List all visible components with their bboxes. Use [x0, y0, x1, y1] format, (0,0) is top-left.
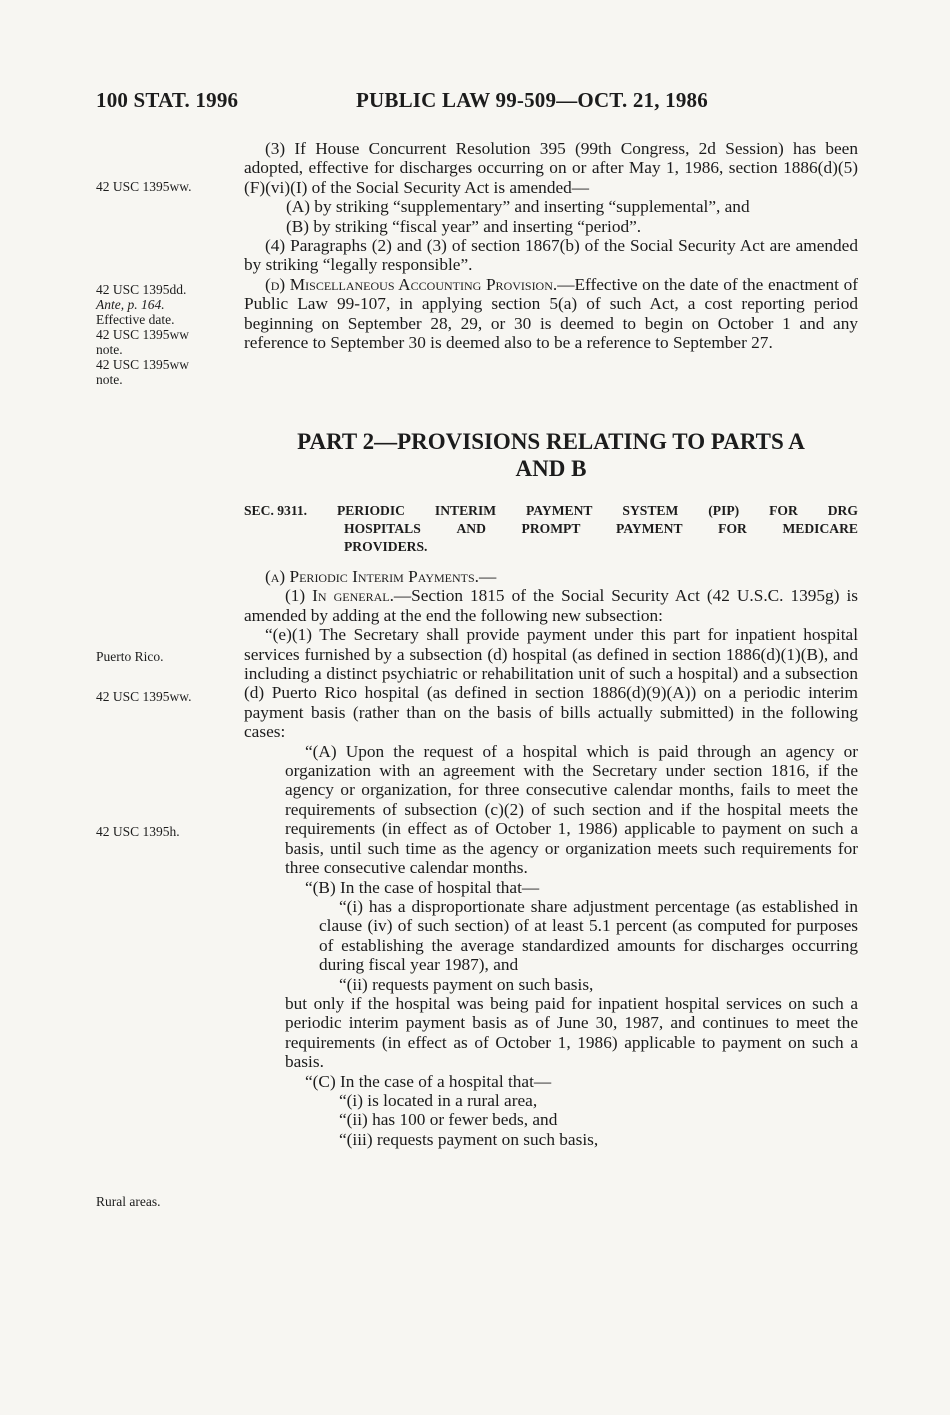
part-title: PART 2—PROVISIONS RELATING TO PARTS A AND B	[297, 429, 805, 481]
margin-note-ante: Ante, p. 164.	[96, 297, 165, 312]
page-header	[96, 88, 856, 116]
margin-note-usc: 42 USC 1395ww.	[96, 179, 192, 194]
paragraph: “(i) is located in a rural area,	[339, 1090, 538, 1110]
law-title-date: PUBLIC LAW 99-509—OCT. 21, 1986	[356, 88, 708, 112]
margin-note-usc: 42 USC 1395ww	[96, 357, 190, 372]
paragraph: (1) In general.—Section 1815 of the Social Security Act (42 U.S.C. 1395g) is amended by adding at the end the following new subsection:	[244, 586, 858, 625]
paragraph: “(B) In the case of hospital that—	[305, 877, 540, 897]
body-block-lower	[244, 567, 858, 1149]
margin-note-effective: Effective date.	[96, 312, 175, 327]
paragraph: “(i) has a disproportionate share adjustment percentage (as established in clause (iv) of such section) of at least 5.1 percent (as computed for purposes of establishing the average standardized amounts for discharges occurring during fiscal year 1987), and	[319, 896, 858, 975]
subsection-heading: (a) Periodic Interim Payments.—	[265, 567, 497, 586]
subsection-heading: (d) Miscellaneous Accounting Provision.	[265, 274, 558, 294]
margin-note-puerto-rico: Puerto Rico.	[96, 649, 164, 664]
margin-note-note: note.	[96, 372, 123, 387]
paragraph: (B) by striking “fiscal year” and inserting “period”.	[286, 216, 642, 236]
paragraph: (d) Miscellaneous Accounting Provision.—Effective on the date of the enactment of Public Law 99-107, in applying section 5(a) of such Act, a cost reporting period beginning on September 28, 29, or 30 is deemed to begin on October 1 and any reference to September 30 is deemed also to be a reference to September 27.	[244, 274, 858, 353]
paragraph: “(e)(1) The Secretary shall provide payment under this part for inpatient hospital services furnished by a subsection (d) hospital (as defined in section 1886(d)(1)(B), and including a distinct psychiatric or rehabilitation unit of such a hospital) and a subsection (d) Puerto Rico hospital (as defined in section 1886(d)(9)(A)) on a periodic interim payment basis (rather than on the basis of bills actually submitted) in the following cases:	[244, 625, 858, 742]
statute-page-number: 100 STAT. 1996	[96, 88, 239, 112]
body-block-upper	[244, 139, 858, 352]
margin-note-rural: Rural areas.	[96, 1194, 161, 1209]
paragraph: “(C) In the case of a hospital that—	[305, 1071, 552, 1091]
paragraph: (A) by striking “supplementary” and inserting “supplemental”, and	[286, 197, 750, 217]
margin-note-note: note.	[96, 342, 123, 357]
paragraph: (3) If House Concurrent Resolution 395 (99th Congress, 2d Session) has been adopted, effective for discharges occurring on or after May 1, 1986, section 1886(d)(5)(F)(vi)(I) of the Social Security Act is amended—	[244, 139, 858, 197]
margin-note-usc: 42 USC 1395ww	[96, 327, 190, 342]
paragraph: (4) Paragraphs (2) and (3) of section 1867(b) of the Social Security Act are amended by striking “legally responsible”.	[244, 236, 858, 275]
margin-note-usc: 42 USC 1395ww.	[96, 689, 192, 704]
paragraph: “(A) Upon the request of a hospital which is paid through an agency or organization with an agreement with the Secretary under section 1816, if the agency or organization, for three consecutive calendar months, fails to meet the requirements of subsection (c)(2) of such section and if the hospital meets the requirements (in effect as of October 1, 1986) applicable to payment on such a basis, until such time as the agency or organization meets such requirements for three consecutive calendar months.	[285, 741, 858, 878]
paragraph: “(iii) requests payment on such basis,	[339, 1129, 599, 1149]
margin-note-usc: 42 USC 1395h.	[96, 824, 180, 839]
section-title: SEC. 9311. PERIODIC INTERIM PAYMENT SYSTEM (PIP) FOR DRG HOSPITALS AND PROMPT PAYMENT FOR MEDICARE PROVIDERS.	[244, 503, 858, 554]
paragraph: “(ii) requests payment on such basis,	[339, 974, 594, 994]
paragraph-heading: (1) In general.	[285, 586, 394, 606]
margin-note-usc: 42 USC 1395dd.	[96, 282, 187, 297]
paragraph: “(ii) has 100 or fewer beds, and	[339, 1110, 558, 1130]
margin-note-group	[96, 282, 189, 387]
paragraph: but only if the hospital was being paid for inpatient hospital services on such a periodic interim payment basis as of June 30, 1987, and continues to meet the requirements (in effect as of October 1, 1986) applicable to payment on such a basis.	[285, 993, 858, 1072]
